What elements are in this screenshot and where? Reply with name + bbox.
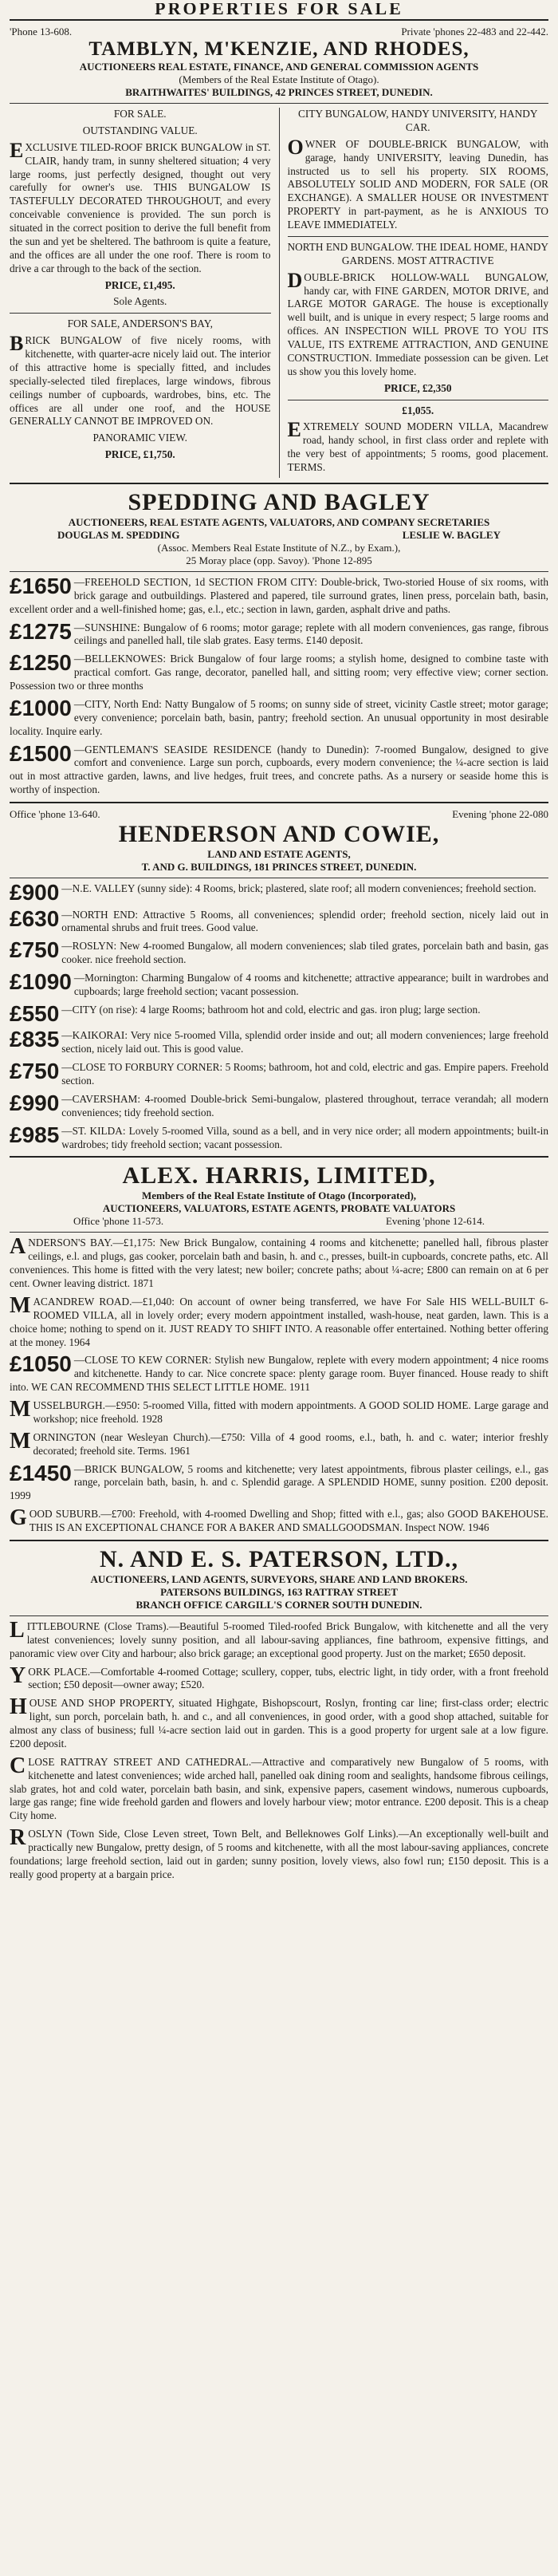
listing-text: —GENTLEMAN'S SEASIDE RESIDENCE (handy to Dunedin): 7-roomed Bungalow, designed to give comfort and convenience. Large sun porch, cupboards, every modern convenience; the ¼-acre section is laid out in most attractive garden, lawns, and live hedges, fruit trees, and concrete paths. As a nursery or seaside home this is worthy of inspection.	[10, 743, 548, 796]
listing-text: NDERSON'S BAY.—£1,175: New Brick Bungalow, containing 4 rooms and kitchenette; panelled hall, fibrous plaster ceilings, e.l. and plugs, gas cooker, porcelain bath and basin, h. and c., presses, built-in cupboards, concrete paths, etc. All conveniences. This home is fitted with the very latest; new boiler; concrete paths; about ¼-acre; £800 can remain on at 6 per cent. Owner leaving district. 1871	[10, 1237, 548, 1290]
listing-item	[10, 1029, 548, 1056]
listing-price: £1275	[10, 618, 72, 644]
listing-text: —FREEHOLD SECTION, 1d SECTION FROM CITY: Double-brick, Two-storied House of six rooms, with brick garage and outbuildings. Plastered and papered, tile surround grates, linen press, porcelain bath, basin, excellent order and a well-finished home; gas, e.l., etc.; section in lawn, garden, asphalt drive and paths.	[10, 575, 548, 615]
listing-text: —CITY (on rise): 4 large Rooms; bathroom hot and cold, electric and gas. iron plug; large section.	[61, 1003, 481, 1016]
listing-item	[10, 1460, 548, 1504]
agency-membership: (Members of the Real Estate Institute of Otago).	[179, 73, 379, 85]
agency-description: AUCTIONEERS, REAL ESTATE AGENTS, VALUATORS, AND COMPANY SECRETARIES	[68, 515, 490, 528]
listing-text: USSELBURGH.—£950: 5-roomed Villa, fitted with modern appointments. A GOOD SOLID HOME. Large garage and workshop; nice freehold. 1928	[33, 1399, 548, 1425]
phone-office: 'Phone 13-608.	[10, 26, 73, 37]
listing-price: £630	[10, 905, 60, 931]
listing-item	[10, 1351, 548, 1395]
partner-name: LESLIE W. BAGLEY	[402, 528, 501, 541]
listing-price: £835	[10, 1027, 60, 1052]
listing-item	[10, 1825, 548, 1882]
listing-price: £1050	[10, 1351, 72, 1377]
ad-henderson	[10, 808, 548, 1151]
listing-group	[10, 573, 548, 797]
listing-price: £1450	[10, 1460, 72, 1485]
column-rule	[279, 108, 280, 478]
listing-price: £1090	[10, 969, 72, 995]
listing-initial: M	[10, 1292, 31, 1318]
listing-item	[10, 1663, 548, 1693]
listing-group	[10, 1234, 548, 1535]
listing-group	[10, 882, 548, 1151]
newspaper-page	[10, 0, 548, 1882]
listing-item	[10, 1753, 548, 1823]
listing-subheading: OUTSTANDING VALUE.	[82, 124, 198, 136]
listing-text: —CITY, North End: Natty Bungalow of 5 rooms; on sunny side of street, vicinity Castle street; motor garage; every convenience; porcelain bath, basin, pantry; freehold section. An unusual opportunity in most desirable locality. Inquire early.	[10, 697, 548, 737]
listing-text: —BRICK BUNGALOW, 5 rooms and kitchenette; very latest appointments, fibrous plaster ceilings, e.l., gas range, porcelain bath, basin, h. and c. Splendid garage. A SPLENDID HOME, sunny position. £200 deposit. 1999	[10, 1462, 548, 1502]
listing-item	[10, 1122, 548, 1152]
listing-text: OOD SUBURB.—£700: Freehold, with 4-roomed Dwelling and Shop; fitted with e.l., gas; also GOOD BAKEHOUSE. THIS IS AN EXCEPTIONAL CHANCE FOR A BAKER AND SMALLGOODSMAN. Inspect NOW. 1946	[29, 1508, 548, 1534]
listing-heading: NORTH END BUNGALOW. THE IDEAL HOME, HANDY GARDENS. MOST ATTRACTIVE	[287, 240, 548, 266]
listing-item	[10, 695, 548, 739]
ad-spedding	[10, 489, 548, 797]
agency-branch: BRANCH OFFICE CARGILL'S CORNER SOUTH DUNEDIN.	[136, 1598, 422, 1611]
listing-item	[10, 882, 548, 904]
listing-heading: CITY BUNGALOW, HANDY UNIVERSITY, HANDY CAR.	[298, 108, 538, 133]
listing-initial: A	[10, 1234, 26, 1260]
phone-private: Private 'phones 22-483 and 22-442.	[401, 26, 548, 37]
listing-price: £750	[10, 937, 60, 963]
listing-text: ORNINGTON (near Wesleyan Church).—£750: Villa of 4 good rooms, e.l., bath, h. and c. water; interior freshly decorated; freehold site. Terms. 1961	[33, 1430, 548, 1457]
listing-price: £1500	[10, 740, 72, 766]
agency-address: 25 Moray place (opp. Savoy). 'Phone 12-895	[186, 554, 372, 566]
listing-item	[10, 1617, 548, 1661]
listing-item	[10, 740, 548, 798]
listing-text: —Mornington: Charming Bungalow of 4 rooms and kitchenette; attractive appearance; built in wardrobes and cupboards; large freehold section; vacant possession.	[73, 972, 548, 997]
listing-text: OWNER OF DOUBLE-BRICK BUNGALOW, with garage, handy UNIVERSITY, leaving Dunedin, has instructed us to sell his property. SIX ROOMS, ABSOLUTELY SOLID AND MODERN, FOR SALE (OR EXCHANGE). A SMALLER HOUSE OR INVESTMENT PROPERTY in part-payment, as he is ANXIOUS TO LEAVE IMMEDIATELY.	[287, 135, 548, 231]
listing-initial: M	[10, 1428, 31, 1454]
listing-note: Sole Agents.	[113, 295, 167, 308]
divider	[10, 483, 548, 484]
agency-name: SPEDDING AND BAGLEY	[128, 488, 430, 515]
listing-text: EXTREMELY SOUND MODERN VILLA, Macandrew road, handy school, in first class order and replete with the very best of appointments; 5 rooms, good placement. TERMS.	[287, 418, 548, 473]
listing-item	[10, 1292, 548, 1350]
listing-text: —ROSLYN: New 4-roomed Bungalow, all modern conveniences; slab tiled grates, porcelain bath and basin, gas cooker. nice freehold section.	[61, 940, 548, 966]
listing-text: BRICK BUNGALOW of five nicely rooms, with kitchenette, with quarter-acre nicely laid out. The interior of this attractive home is specially fitted, and includes specially-selected tiled fireplaces, large windows, fibrous ceilings number of cupboards, wardrobes, bins, etc. The offices are all under one roof, and the HOUSE GENERALLY CANNOT BE IMPROVED ON.	[10, 332, 271, 428]
listing-text: —KAIKORAI: Very nice 5-roomed Villa, splendid order inside and out; all modern conveniences; large freehold section, nicely laid out. This is good value.	[61, 1029, 548, 1055]
agency-membership: (Assoc. Members Real Estate Institute of N.Z., by Exam.),	[157, 541, 401, 554]
column-left	[10, 108, 271, 478]
listing-item	[10, 1090, 548, 1120]
listing-heading: FOR SALE.	[113, 108, 167, 120]
listing-text: EXCLUSIVE TILED-ROOF BRICK BUNGALOW in ST. CLAIR, handy tram, in sunny sheltered situation; 4 very large rooms, just perfectly designed, thought out very carefully for owner's use. THIS BUNGALOW IS TASTEFULLY DECORATED THROUGHOUT, and every conceivable convenience is provided. The sun porch is situated in the correct position to derive the full benefit from the sun and yet be sheltered. The bathroom is quite a feature, and the offices are all under the one roof. There is room to drive a car through to the back of the section.	[10, 138, 271, 274]
agency-name: N. AND E. S. PATERSON, LTD.,	[99, 1545, 459, 1572]
listing-item	[10, 905, 548, 936]
listing-text: LOSE RATTRAY STREET AND CATHEDRAL.—Attractive and comparatively new Bungalow of 5 rooms, with kitchenette and latest conveniences; wide arched hall, panelled oak dining room and sealights, handsome fibrous ceilings, slab grates, hot and cold water, porcelain bath basin, and sink, expensive papers, casement windows, numerous cupboards, large gas range; fine wide freehold garden and flowers and lovely harbour view; motor entrance. £200 deposit. This is a cheap City home.	[10, 1755, 548, 1822]
ad-harris	[10, 1162, 548, 1535]
listing-item	[10, 1000, 548, 1026]
listing-initial: L	[10, 1617, 25, 1643]
listing-text: DOUBLE-BRICK HOLLOW-WALL BUNGALOW, handy car, with FINE GARDEN, MOTOR DRIVE, and LARGE MOTOR GARAGE. The house is exceptionally well built, and is unique in every respect; 5 large rooms and offices. AN INSPECTION WILL PROVE TO YOU ITS VALUE, ITS EXTREME ATTRACTION, AND GENUINE CONSTRUCTION. Immediate possession can be given. Let us show you this lovely home.	[287, 268, 548, 377]
divider	[10, 1540, 548, 1541]
listing-text: —NORTH END: Attractive 5 Rooms, all conveniences; splendid order; freehold section, nicely laid out in ornamental shrubs and fruit trees. Good value.	[61, 908, 548, 934]
listing-group	[10, 1617, 548, 1882]
listing-text: —BELLEKNOWES: Brick Bungalow of four large rooms; a stylish home, designed to combine taste with practical comfort. Gas range, decorator, panelled hall, and sitting room; very effective view; corner section. Possession two or three months	[10, 653, 548, 692]
listing-text: —CLOSE TO KEW CORNER: Stylish new Bungalow, replete with every modern appointment; 4 nice rooms and kitchenette. Handy to car. Nice concrete space: plenty garage room. Buyer financed. House ready to shift into. WE CAN RECOMMEND THIS SELECT LITTLE HOME. 1911	[10, 1354, 548, 1394]
listing-initial: M	[10, 1397, 31, 1422]
listing-text: —N.E. VALLEY (sunny side): 4 Rooms, brick; plastered, slate roof; all modern conveniences; freehold section.	[61, 882, 536, 894]
listing-text: ORK PLACE.—Comfortable 4-roomed Cottage; scullery, copper, tubs, electric light, in tidy order, with a front freehold section; £50 deposit—owner away; £520.	[28, 1665, 548, 1691]
listing-price: £985	[10, 1122, 60, 1147]
phone-evening: Evening 'phone 12-614.	[385, 1215, 485, 1228]
listing-price: £750	[10, 1059, 60, 1084]
listing-item	[10, 969, 548, 999]
phone-office: Office 'phone 13-640.	[10, 808, 100, 820]
listing-price: £990	[10, 1090, 60, 1115]
listing-initial: R	[10, 1825, 26, 1851]
phone-evening: Evening 'phone 22-080	[452, 808, 548, 820]
agency-name: HENDERSON AND COWIE,	[118, 821, 440, 847]
agency-address: PATERSONS BUILDINGS, 163 RATTRAY STREET	[160, 1585, 398, 1598]
listing-initial: G	[10, 1505, 27, 1531]
listing-item	[10, 1061, 548, 1088]
agency-membership: Members of the Real Estate Institute of Otago (Incorporated),	[141, 1189, 417, 1202]
listing-price: £1000	[10, 695, 72, 720]
divider	[10, 802, 548, 803]
listing-text: —ST. KILDA: Lovely 5-roomed Villa, sound as a bell, and in very nice order; all modern appointments; built-in wardrobes; tidy freehold section; vacant possession.	[61, 1124, 548, 1150]
listing-item	[10, 1694, 548, 1751]
listing-text: —CLOSE TO FORBURY CORNER: 5 Rooms; bathroom, hot and cold, electric and gas. Empire papers. Freehold section.	[61, 1061, 548, 1087]
listing-item	[10, 650, 548, 693]
column-right	[288, 108, 549, 478]
section-header: PROPERTIES FOR SALE	[155, 3, 403, 14]
listing-text: OSLYN (Town Side, Close Leven street, Town Belt, and Belleknowes Golf Links).—An exceptionally well-built and practically new Bungalow, pretty design, of 5 rooms and kitchenette, with all the most labour-saving appliances, concrete foundations; large freehold section, laid out in garden; sunny position, lovely views, also fowl run; £150 deposit. This is a really good property at a bargain price.	[10, 1828, 548, 1880]
listing-item	[10, 937, 548, 967]
listing-initial: H	[10, 1694, 27, 1720]
partner-name: DOUGLAS M. SPEDDING	[57, 528, 180, 541]
listing-price: PRICE, £1,495.	[104, 278, 175, 291]
phone-office: Office 'phone 11-573.	[73, 1215, 164, 1228]
listing-price: £900	[10, 880, 60, 905]
listing-text: ITTLEBOURNE (Close Trams).—Beautiful 5-roomed Tiled-roofed Brick Bungalow, with kitchenette and all the very latest conveniences; lovely sunny position, and all labour-saving appliances, fine bathroom, expensive fittings, and panoramic view over City and harbour; also brick garage; an exceptional good property. Just on the market; £650 deposit.	[10, 1619, 548, 1659]
agency-address: T. AND G. BUILDINGS, 181 PRINCES STREET, DUNEDIN.	[141, 861, 417, 873]
listing-price: PRICE, £2,350	[383, 381, 452, 394]
listing-item	[10, 573, 548, 617]
listing-initial: C	[10, 1753, 26, 1778]
listing-item	[10, 1505, 548, 1535]
listing-price: PRICE, £1,750.	[104, 448, 175, 461]
listing-item	[10, 1428, 548, 1458]
listing-subheading: PANORAMIC VIEW.	[92, 432, 187, 444]
ad-paterson	[10, 1546, 548, 1882]
listing-initial: Y	[10, 1663, 26, 1688]
listing-heading: FOR SALE, ANDERSON'S BAY,	[67, 318, 213, 330]
agency-description: AUCTIONEERS, LAND AGENTS, SURVEYORS, SHARE AND LAND BROKERS.	[90, 1572, 468, 1585]
listing-item	[10, 618, 548, 649]
listing-text: —SUNSHINE: Bungalow of 6 rooms; motor garage; replete with all modern conveniences, gas range, fibrous ceilings and panelled hall, tile slab grates. Easy terms. £140 deposit.	[73, 621, 548, 647]
listing-item	[10, 1234, 548, 1291]
agency-name: ALEX. HARRIS, LIMITED,	[122, 1162, 436, 1189]
listing-price: £550	[10, 1000, 60, 1026]
agency-description: LAND AND ESTATE AGENTS,	[207, 848, 351, 860]
listing-heading: £1,055.	[402, 404, 434, 416]
listing-item	[10, 1399, 548, 1426]
ad-tamblyn	[10, 26, 548, 478]
listing-text: —CAVERSHAM: 4-roomed Double-brick Semi-bungalow, plastered throughout, terrace verandah; all modern conveniences; tidy freehold section.	[61, 1092, 548, 1118]
listing-text: ACANDREW ROAD.—£1,040: On account of owner being transferred, we have For Sale HIS WELL-BUILT 6-ROOMED VILLA, all in lovely order; every modern appointment installed, wash-house, neat garden, lawn. This is a choice home; nothing to spend on it. JUST READY TO SHIFT INTO. A reasonable offer entertained. Nothing better offering at the money. 1964	[10, 1295, 548, 1348]
agency-address: BRAITHWAITES' BUILDINGS, 42 PRINCES STREET, DUNEDIN.	[125, 86, 433, 98]
divider	[10, 1156, 548, 1158]
listing-price: £1650	[10, 573, 72, 598]
agency-description: AUCTIONEERS, VALUATORS, ESTATE AGENTS, PROBATE VALUATORS	[102, 1202, 456, 1215]
listing-price: £1250	[10, 650, 72, 676]
agency-name: TAMBLYN, M'KENZIE, AND RHODES,	[88, 38, 470, 60]
listing-text: OUSE AND SHOP PROPERTY, situated Highgate, Bishopscourt, Roslyn, fronting car line; first-class order; electric light, sun porch, porcelain bath, h. and c., and all conveniences, in good order, with a good shop attached, suitable for almost any class of business; full ¼-acre section laid out in garden. This is a good property for urgent sale at a low figure. £200 deposit.	[10, 1697, 548, 1750]
divider	[10, 19, 548, 21]
agency-description: AUCTIONEERS REAL ESTATE, FINANCE, AND GENERAL COMMISSION AGENTS	[79, 61, 479, 73]
